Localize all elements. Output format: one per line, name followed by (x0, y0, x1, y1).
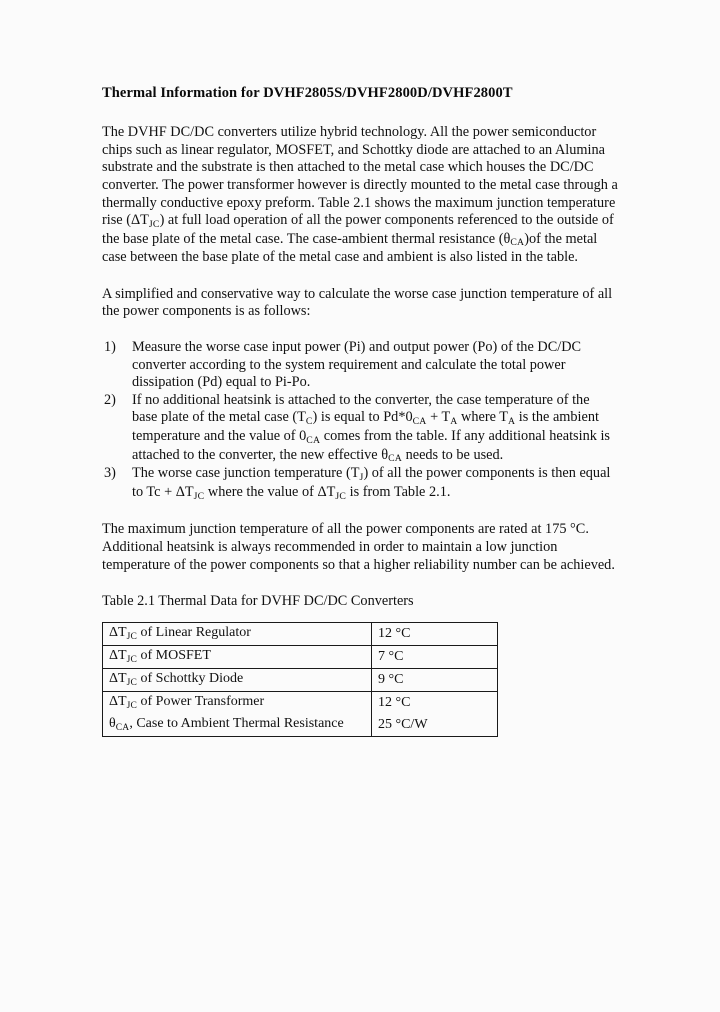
thermal-table-body (103, 622, 498, 736)
table-row (103, 622, 498, 645)
step-2-text-part-6: comes from the table. If any additional heatsink is attached to the converter, the new effective θ (132, 428, 610, 463)
table-cell-label (103, 691, 372, 714)
step-3-text-part-1: The worse case junction temperature (T (132, 465, 360, 482)
table-cell-value: 25 °C/W (372, 714, 498, 737)
table-cell-value: 7 °C (372, 645, 498, 668)
row-0-label: of Linear Regulator (137, 625, 251, 641)
table-row (103, 691, 498, 714)
table-cell-label (103, 714, 372, 737)
row-2-subscript: JC (126, 677, 138, 688)
row-2-label: of Schottky Diode (137, 671, 244, 687)
step-2-text-part-4: where T (457, 409, 508, 426)
calculation-steps-list (102, 339, 618, 502)
row-0-symbol: ΔT (109, 625, 127, 641)
theta-ca-subscript-2: CA (412, 416, 427, 428)
tj-subscript: J (359, 471, 364, 483)
row-3-label: of Power Transformer (137, 694, 265, 710)
table-row (103, 645, 498, 668)
table-cell-value: 9 °C (372, 668, 498, 691)
tc-subscript: C (305, 416, 313, 428)
table-cell-value: 12 °C (372, 622, 498, 645)
table-cell-label (103, 622, 372, 645)
table-row (103, 714, 498, 737)
row-1-subscript: JC (126, 654, 138, 665)
step-1-marker: 1) (104, 339, 116, 356)
ta-subscript-1: A (450, 416, 458, 428)
row-4-label: , Case to Ambient Thermal Resistance (129, 716, 344, 732)
theta-ca-subscript-4: CA (388, 453, 402, 465)
row-1-symbol: ΔT (109, 648, 127, 664)
delta-tjc-subscript-2: JC (193, 490, 205, 502)
document-content (102, 84, 618, 737)
step-2-marker: 2) (104, 391, 116, 408)
thermal-data-table (102, 622, 498, 737)
row-4-symbol: θ (109, 716, 116, 732)
table-cell-value: 12 °C (372, 691, 498, 714)
row-3-subscript: JC (126, 700, 138, 711)
list-item-step-2 (102, 392, 618, 465)
ta-subscript-2: A (508, 416, 516, 428)
list-item-step-1 (102, 339, 618, 392)
row-0-subscript: JC (126, 631, 138, 642)
step-2-text-part-1: If no additional heatsink is attached to the converter, the case temperature of the base plate of the metal case (T (132, 391, 590, 426)
table-cell-label (103, 645, 372, 668)
step-2-text-part-2: ) is equal to Pd*0 (312, 409, 413, 426)
step-2-text-part-5: is the ambient temperature and the value of 0 (132, 409, 599, 445)
step-3-marker: 3) (104, 465, 116, 482)
intro-text-part-3: )of the metal case between the base plate of the metal case and ambient is also listed in the table. (102, 230, 598, 266)
step-2-text-part-7: needs to be used. (402, 446, 504, 463)
row-3-symbol: ΔT (109, 694, 127, 710)
step-3-text-part-2: ) of all the power components is then equal to Tc + ΔT (132, 465, 611, 500)
table-caption: Table 2.1 Thermal Data for DVHF DC/DC Converters (102, 593, 414, 610)
step-3-text-part-4: is from Table 2.1. (346, 483, 451, 500)
page-title: Thermal Information for DVHF2805S/DVHF2800D/DVHF2800T (102, 85, 513, 101)
table-cell-label (103, 668, 372, 691)
step-1-text: Measure the worse case input power (Pi) and output power (Po) of the DC/DC converter according to the system requirement and calculate the total power dissipation (Pd) equal to Pi-Po. (132, 339, 582, 391)
list-item-step-3 (102, 465, 618, 502)
theta-ca-subscript-3: CA (306, 434, 321, 446)
delta-tjc-subscript-1: JC (148, 218, 160, 230)
step-2-text-part-3: + T (426, 409, 451, 426)
delta-tjc-subscript-3: JC (335, 490, 347, 502)
step-3-text-part-3: where the value of ΔT (204, 483, 336, 500)
row-2-symbol: ΔT (109, 671, 127, 687)
intro-paragraph (102, 124, 618, 267)
method-intro-paragraph: A simplified and conservative way to calculate the worse case junction temperature of all the power components is as follows: (102, 285, 613, 320)
theta-ca-subscript-1: CA (510, 237, 525, 249)
intro-text-part-1: The DVHF DC/DC converters utilize hybrid technology. All the power semiconductor chips such as linear regulator, MOSFET, and Schottky diode are attached to an Alumina substrate and the substrate is then attached to the metal case which houses the DC/DC converter. The power transformer however is directly mounted to the metal case through a thermally conductive epoxy preform. Table 2.1 shows the maximum junction temperature rise (ΔT (102, 124, 618, 229)
intro-text-part-2: ) at full load operation of all the power components referenced to the outside of the base plate of the metal case. The case-ambient thermal resistance (θ (102, 212, 614, 247)
row-1-label: of MOSFET (137, 648, 211, 664)
closing-paragraph: The maximum junction temperature of all the power components are rated at 175 °C. Additional heatsink is always recommended in order to maintain a low junction temperature of the power components so that a higher reliability number can be achieved. (102, 521, 615, 573)
table-row (103, 668, 498, 691)
row-4-subscript: CA (115, 722, 130, 733)
